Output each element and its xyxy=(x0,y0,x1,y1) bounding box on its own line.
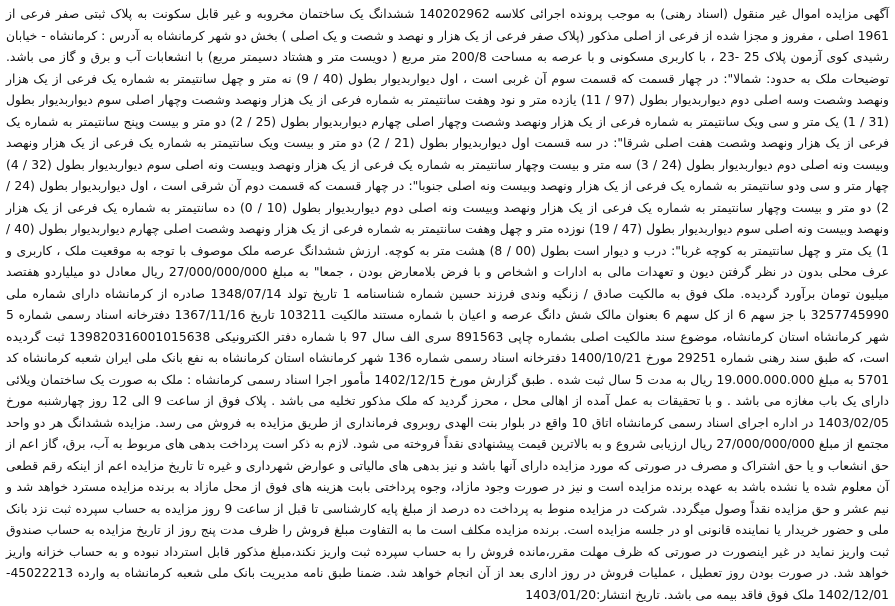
notice-text: آگهی مزایده اموال غیر منقول (اسناد رهنی) به موجب پرونده اجرائی کلاسه 140202962 ششدانگ یک ساختمان مخروبه و غیر قابل سکونت به پلاک ثبتی صفر فرعی از 1961 اصلی ، مفروز و مجزا شده از فرعی از اصلی مذکور (پلاک صفر فرعی از یک هزار و نهصد و شصت و یک اصلی ) بخش دو شهر کرمانشاه به آدرس : کرمانشاه - خیابان رشیدی کوی آزمون پلاک 25 -23 ، با کاربری مسکونی و با عرصه به مساحت 200/8 متر مربع ( دویست متر و هشتاد دسیمتر مربع) با انشعابات آب و برق و گاز می باشد. توضیحات ملک به حدود: شمالا": در چهار قسمت که قسمت سوم آن غربی است ، اول دیواربدیوار بطول (40 / 9) نه متر و چهل سانتیمتر به شماره یک فرعی از یک هزار ونهصد وشصت وسه اصلی دوم دیواربدیوار بطول (97 / 11) یازده متر و نود وهفت سانتیمتر به شماره فرعی از یک هزار ونهصد وشصت وچهار اصلی سوم دیواربدیوار بطول (31 / 1) یک متر و سی ویک سانتیمتر به شماره فرعی از یک هزار ونهصد وشصت وچهار اصلی چهارم دیواربدیوار بطول (25 / 2) دو متر و بیست وپنج سانتیمتر به شماره یک فرعی از یک هزار ونهصد وشصت هفت اصلی شرقا": در سه قسمت اول دیواربدیوار بطول (21 / 2) دو متر و بیست ویک سانتیمتر به شماره یک فرعی از یک هزار ونهصد وبیست ونه اصلی دوم دیواربدیوار بطول (24 / 3) سه متر و بیست وچهار سانتیمتر به شماره یک فرعی از یک هزار ونهصد وبیست ونه اصلی سوم دیواربدیوار بطول (32 / 4) چهار متر و سی ودو سانتیمتر به شماره یک فرعی از یک هزار ونهصد وبیست ونه اصلی جنوبا": در چهار قسمت که قسمت دوم آن شرقی است ، اول دیواربدیوار بطول (24 / 2) دو متر و بیست وچهار سانتیمتر به شماره یک فرعی از یک هزار ونهصد وبیست ونه اصلی دوم دیواربدیوار بطول (10 / 0) ده سانتیمتر به شماره یک فرعی از یک هزار ونهصد وبیست ونه اصلی سوم دیواربدیوار بطول (47 / 19) نوزده متر و چهل وهفت سانتیمتر به شماره فرعی از یک هزار ونهصد وشصت اصلی چهارم دیواربدیوار بطول (40 / 1) یک متر و چهل سانتیمتر به کوچه غربا": درب و دیوار است بطول (00 / 8) هشت متر به کوچه. ارزش ششدانگ عرصه ملک موصوف با توجه به موقعیت ملک ، کاربری و عرف محلی بدون در نظر گرفتن دیون و تعهدات مالی به ادارات و اشخاص و با فرض بلامعارض بودن ، جمعا" به مبلغ 27/000/000/000 ریال معادل دو میلیاردو هفتصد میلیون تومان برآورد گردیده. ملک فوق به مالکیت صادق / زنگیه وندی فرزند حسین شماره شناسنامه 1 تاریخ تولد 1348/07/14 صادره از کرمانشاه دارای شماره ملی 3257745990 با جز سهم 6 از کل سهم 6 بعنوان مالک شش دانگ عرصه و اعیان با شماره مستند مالکیت 103211 تاریخ 1367/11/16 دفترخانه اسناد رسمی شماره 5 شهر کرمانشاه استان کرمانشاه، موضوع سند مالکیت اصلی بشماره چاپی 891563 سری الف سال 97 با شماره دفتر الکترونیکی 139820316001015638 ثبت گردیده است، که طبق سند رهنی شماره 29251 مورخ 1400/10/21 دفترخانه اسناد رسمی شماره 136 شهر کرمانشاه استان کرمانشاه به نفع بانک ملی ایران شعبه کرمانشاه کد 5701 به مبلغ 19.000.000.000 ریال به مدت 5 سال ثبت شده . طبق گزارش مورخ 1402/12/15 مأمور اجرا اسناد رسمی کرمانشاه : ملک به صورت یک ساختمان ویلائی دارای یک باب مغازه می باشد . و با تحقیقات به عمل آمده از اهالی محل ، محرز گردید که ملک مذکور تخلیه می باشد . پلاک فوق از ساعت 9 الی 12 روز چهارشنبه مورخ 1403/02/05 در اداره اجرای اسناد رسمی کرمانشاه اتاق 10 واقع در بلوار بنت الهدی روبروی فرمانداری از طریق مزایده به فروش می رسد. مزایده ششدانگ هر دو واحد مجتمع از مبلغ 27/000/000/000 ریال ارزیابی شروع و به بالاترین قیمت پیشنهادی نقداً فروخته می شود. لازم به ذکر است پرداخت بدهی های مربوط به آب، برق، گاز اعم از حق انشعاب و یا حق اشتراک و مصرف در صورتی که مورد مزایده دارای آنها باشد و نیز بدهی های مالیاتی و عوارض شهرداری و غیره تا تاریخ مزایده اعم از اینکه رقم قطعی آن معلوم شده یا نشده باشد به عهده برنده مزایده است و نیز در صورت وجود مازاد، وجوه پرداختی بابت هزینه های فوق از محل مازاد به برنده مزایده مسترد خواهد شد و نیم عشر و حق مزایده نقداً وصول میگردد. شرکت در مزایده منوط به پرداخت ده درصد از مبلغ پایه کارشناسی تا قبل از ساعت 9 روز مزایده به حساب سپرده ثبت نزد بانک ملی و حضور خریدار یا نماینده قانونی او در جلسه مزایده است. برنده مزایده مکلف است ما به التفاوت مبلغ فروش را ظرف مدت پنج روز از تاریخ مزایده به حساب صندوق ثبت واریز نماید در غیر اینصورت در صورتی که ظرف مهلت مقرر،مانده فروش را به حساب سپرده ثبت واریز نکند،مبلغ مذکور قابل استرداد نبوده و به حساب خزانه واریز خواهد شد. در صورت بودن روز تعطیل ، عملیات فروش در روز اداری بعد از آن انجام خواهد شد. ضمنا طبق نامه مدیریت بانک ملی شعبه کرمانشاه به وارده 45022213-1402/12/01 ملک فوق فاقد بیمه می باشد. تاریخ انتشار:1403/01/20 xyxy=(6,7,890,602)
